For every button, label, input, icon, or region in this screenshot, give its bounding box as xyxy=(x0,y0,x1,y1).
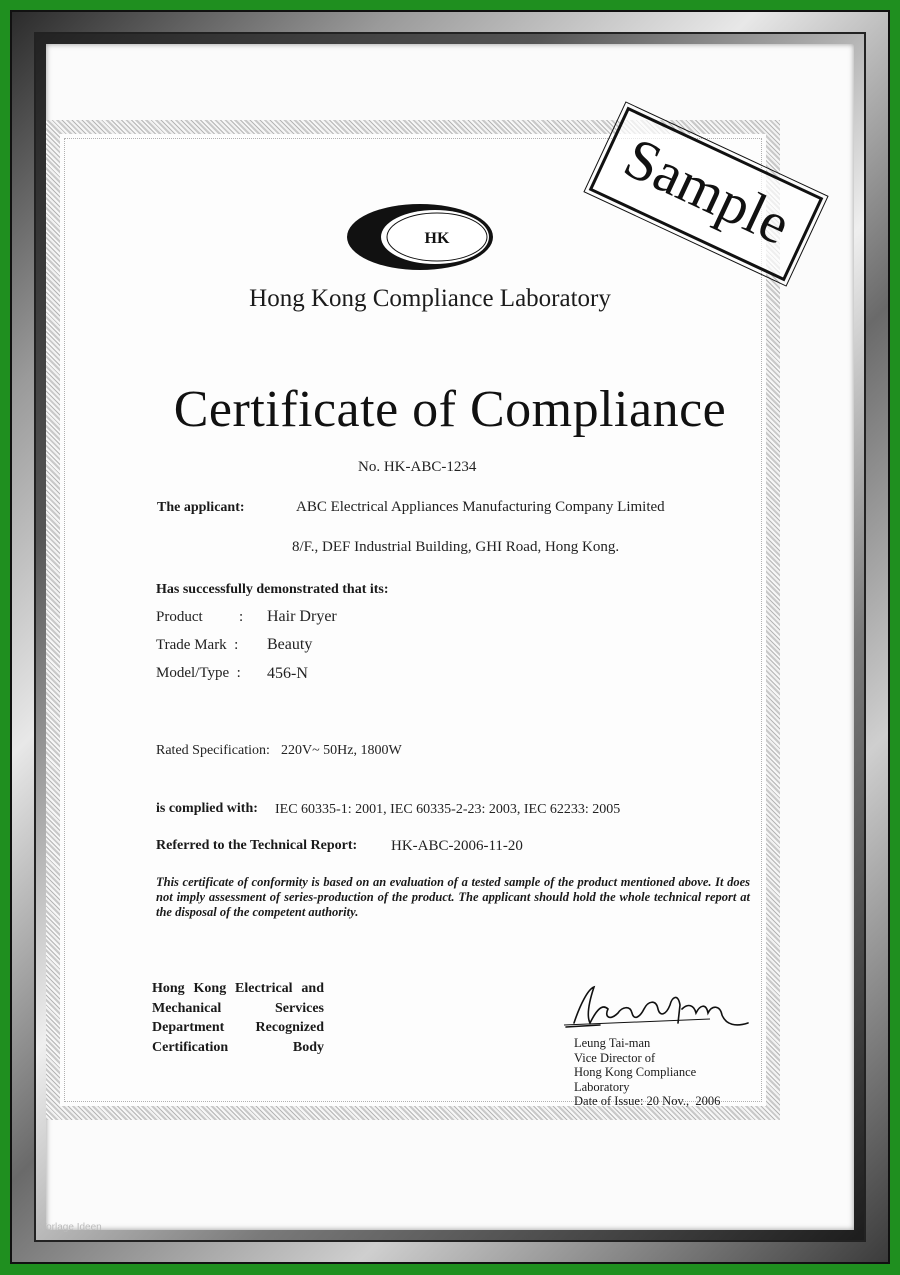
product-label: Product xyxy=(156,609,203,625)
complied-standards: IEC 60335-1: 2001, IEC 60335-2-23: 2003, IEC 62233: 2005 xyxy=(275,802,621,817)
applicant-name: ABC Electrical Appliances Manufacturing Company Limited xyxy=(296,499,665,515)
report-number: HK-ABC-2006-11-20 xyxy=(391,838,523,854)
certificate-title: Certificate of Compliance xyxy=(173,381,727,438)
date-of-issue: Date of Issue: 20 Nov., 2006 xyxy=(574,1094,721,1108)
logo-text: HK xyxy=(424,230,450,247)
applicant-label: The applicant: xyxy=(157,500,245,515)
signatory-name: Leung Tai-man xyxy=(574,1036,651,1050)
signature xyxy=(560,975,760,1035)
complied-label: is complied with: xyxy=(156,801,258,816)
lab-name: Hong Kong Compliance Laboratory xyxy=(249,285,611,312)
trademark-value: Beauty xyxy=(267,636,313,653)
demonstrated-label: Has successfully demonstrated that its: xyxy=(156,582,389,597)
signatory-block xyxy=(574,1036,720,1109)
product-colon: : xyxy=(239,609,244,625)
recognized-body: Hong Kong Electrical and Mechanical Services Department Recognized Certification Body xyxy=(152,981,324,1055)
watermark: Vorlage Ideen xyxy=(40,1222,102,1233)
rated-spec-value: 220V~ 50Hz, 1800W xyxy=(281,743,402,758)
hk-logo xyxy=(345,202,495,272)
rated-spec-label: Rated Specification: xyxy=(156,743,270,758)
product-value: Hair Dryer xyxy=(267,608,337,625)
signatory-title-1: Vice Director of xyxy=(574,1050,656,1065)
signatory-title-2: Hong Kong Compliance xyxy=(574,1065,697,1079)
applicant-address: 8/F., DEF Industrial Building, GHI Road, Hong Kong. xyxy=(292,539,620,555)
conformity-note: This certificate of conformity is based on an evaluation of a tested sample of the product mentioned above. It does not imply assessment of series-production of the product. The applicant should hold the whole technical report at the disposal of the competent authority. xyxy=(156,875,750,919)
signatory-title-3: Laboratory xyxy=(574,1079,630,1094)
trademark-label: Trade Mark : xyxy=(156,637,239,653)
model-value: 456-N xyxy=(267,665,308,682)
certificate-number: No. HK-ABC-1234 xyxy=(358,459,477,475)
report-label: Referred to the Technical Report: xyxy=(156,838,358,853)
model-label: Model/Type : xyxy=(156,665,241,681)
sample-stamp: Sample xyxy=(589,107,824,282)
